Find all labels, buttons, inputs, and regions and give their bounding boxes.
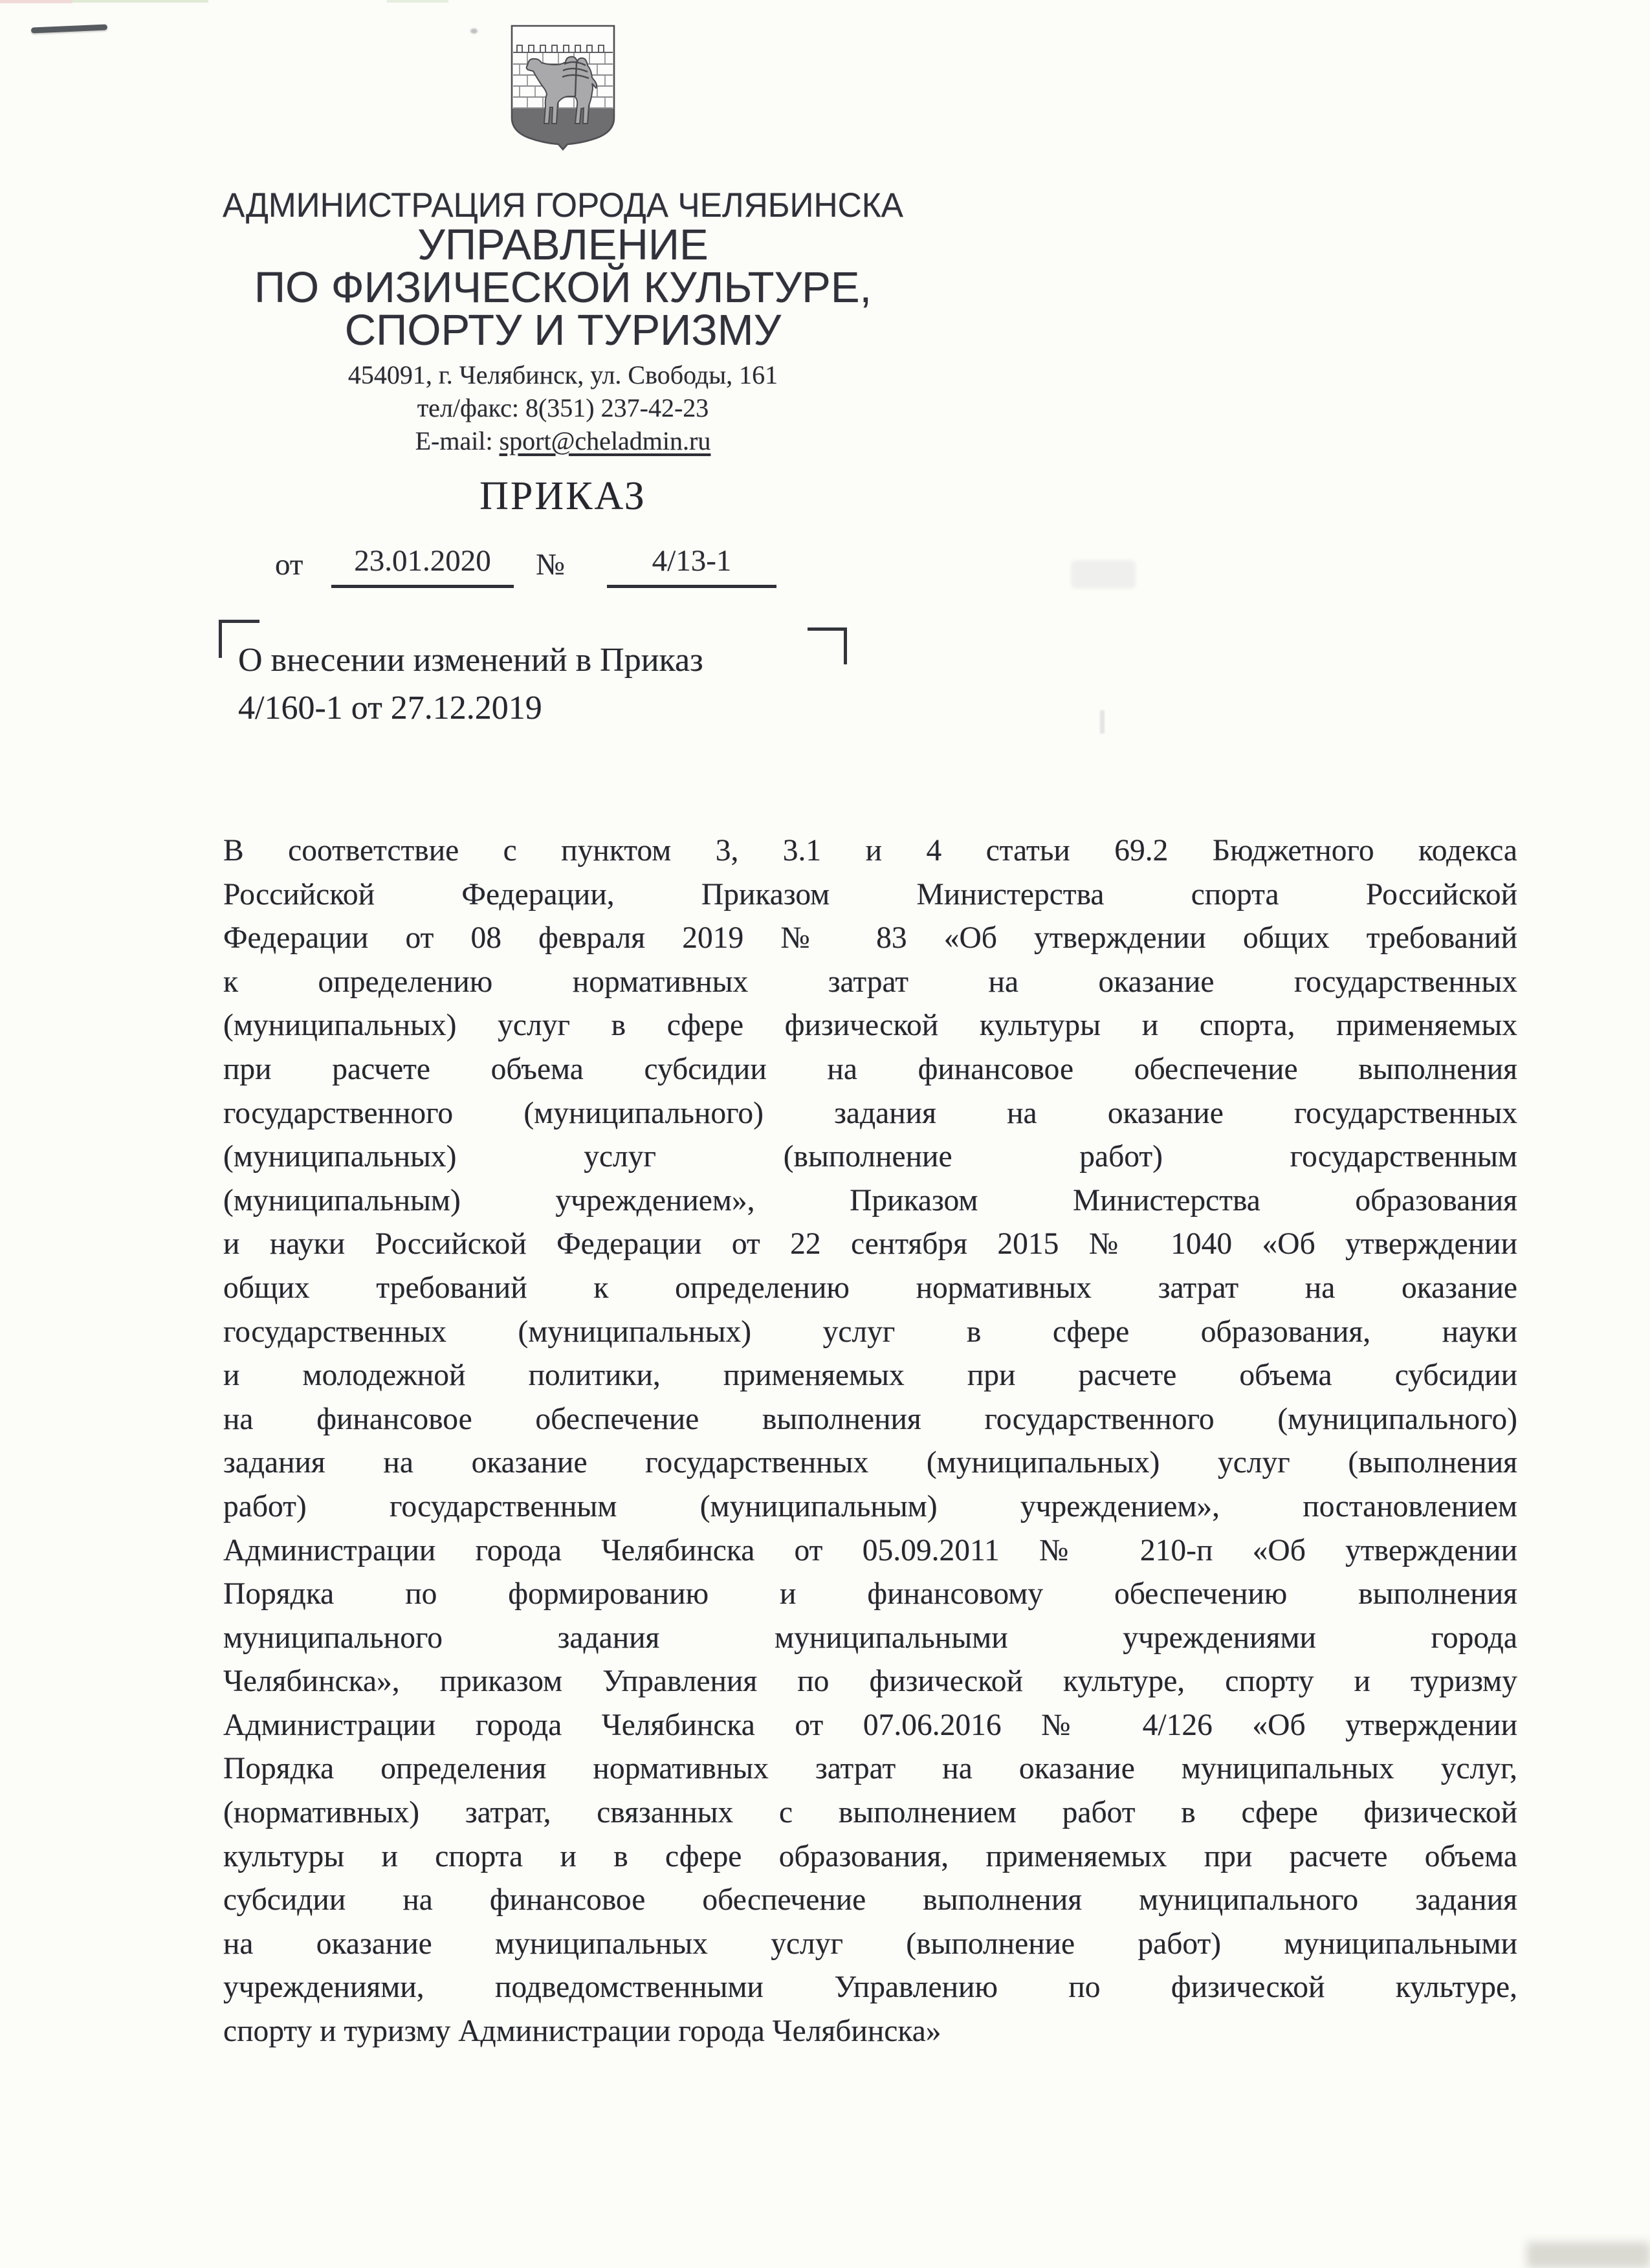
body-line: муниципального задания муниципальными учреждениями города: [223, 1620, 1517, 1655]
scan-edge-artifact: [387, 0, 448, 3]
scan-edge-artifact: [0, 0, 72, 3]
body-line: (муниципальным) учреждением», Приказом Министерства образования: [223, 1183, 1517, 1217]
org-email-line: [207, 427, 919, 455]
body-line: Федерации от 08 февраля 2019 № 83 «Об утверждении общих требований: [223, 921, 1517, 955]
org-name-line3: СПОРТУ И ТУРИЗМУ: [344, 306, 782, 354]
org-phone: тел/факс: 8(351) 237-42-23: [417, 393, 709, 422]
body-line: государственного (муниципального) задания на оказание государственных: [223, 1096, 1517, 1130]
org-address: 454091, г. Челябинск, ул. Свободы, 161: [347, 360, 778, 389]
email-address: sport@cheladmin.ru: [499, 426, 711, 455]
letterhead: [207, 19, 919, 455]
doc-type-title: ПРИКАЗ: [479, 474, 646, 518]
staple-mark: [31, 24, 107, 33]
org-name-line2: ПО ФИЗИЧЕСКОЙ КУЛЬТУРЕ,: [254, 263, 872, 312]
body-line: (муниципальных) услуг (выполнение работ) государственным: [223, 1140, 1517, 1174]
body-line: спорту и туризму Администрации города Челябинска»: [223, 2014, 941, 2049]
body-line: (нормативных) затрат, связанных с выполнением работ в сфере физической: [223, 1796, 1517, 1830]
body-line: Администрации города Челябинска от 05.09.2011 № 210-п «Об утверждении: [223, 1533, 1517, 1567]
number-label: №: [536, 548, 565, 582]
body-line: на финансовое обеспечение выполнения государственного (муниципального): [223, 1402, 1517, 1436]
body-line: общих требований к определению нормативных затрат на оказание: [223, 1270, 1517, 1305]
email-label: E-mail:: [415, 426, 500, 455]
subject-line-1: О внесении изменений в Приказ: [238, 642, 703, 679]
org-name-line1: УПРАВЛЕНИЕ: [417, 221, 709, 269]
body-line: учреждениями, подведомственными Управлению по физической культуре,: [223, 1970, 1517, 2005]
date-label: от: [275, 548, 303, 582]
subject-line-2: 4/160-1 от 27.12.2019: [238, 690, 542, 726]
body-line: задания на оказание государственных (муниципальных) услуг (выполнения: [223, 1446, 1517, 1480]
body-line: культуры и спорта и в сфере образования, применяемых при расчете объема: [223, 1839, 1517, 1873]
scan-corner-shadow: [1527, 2242, 1650, 2268]
body-line: Челябинска», приказом Управления по физической культуре, спорту и туризму: [223, 1664, 1517, 1699]
body-paragraph: [223, 829, 1517, 2054]
body-line: к определению нормативных затрат на оказание государственных: [223, 965, 1517, 999]
body-line: и молодежной политики, применяемых при расчете объема субсидии: [223, 1358, 1517, 1393]
chelyabinsk-coat-of-arms: [509, 23, 617, 151]
date-value: 23.01.2020: [331, 543, 514, 588]
body-line: работ) государственным (муниципальным) учреждением», постановлением: [223, 1489, 1517, 1523]
body-line: Российской Федерации, Приказом Министерства спорта Российской: [223, 877, 1517, 911]
number-value: 4/13-1: [607, 543, 776, 588]
body-line: и науки Российской Федерации от 22 сентября 2015 № 1040 «Об утверждении: [223, 1227, 1517, 1261]
body-line: В соответствие с пунктом 3, 3.1 и 4 статьи 69.2 Бюджетного кодекса: [223, 834, 1517, 867]
body-line: Администрации города Челябинска от 07.06.2016 № 4/126 «Об утверждении: [223, 1708, 1517, 1742]
body-line: Порядка по формированию и финансовому обеспечению выполнения: [223, 1577, 1517, 1611]
scan-edge-artifact: [72, 0, 208, 3]
body-line: при расчете объема субсидии на финансовое обеспечение выполнения: [223, 1052, 1517, 1086]
body-line: (муниципальных) услуг в сфере физической культуры и спорта, применяемых: [223, 1009, 1517, 1043]
body-line: Порядка определения нормативных затрат на оказание муниципальных услуг,: [223, 1752, 1517, 1786]
order-date-number-row: [0, 543, 1650, 595]
scan-smudge: [1100, 710, 1105, 734]
subject-heading: [238, 637, 950, 732]
body-line: государственных (муниципальных) услуг в сфере образования, науки: [223, 1314, 1517, 1349]
body-line: на оказание муниципальных услуг (выполнение работ) муниципальными: [223, 1926, 1517, 1961]
org-parent-name: АДМИНИСТРАЦИЯ ГОРОДА ЧЕЛЯБИНСКА: [223, 186, 903, 224]
body-line: субсидии на финансовое обеспечение выполнения муниципального задания: [223, 1883, 1517, 1917]
